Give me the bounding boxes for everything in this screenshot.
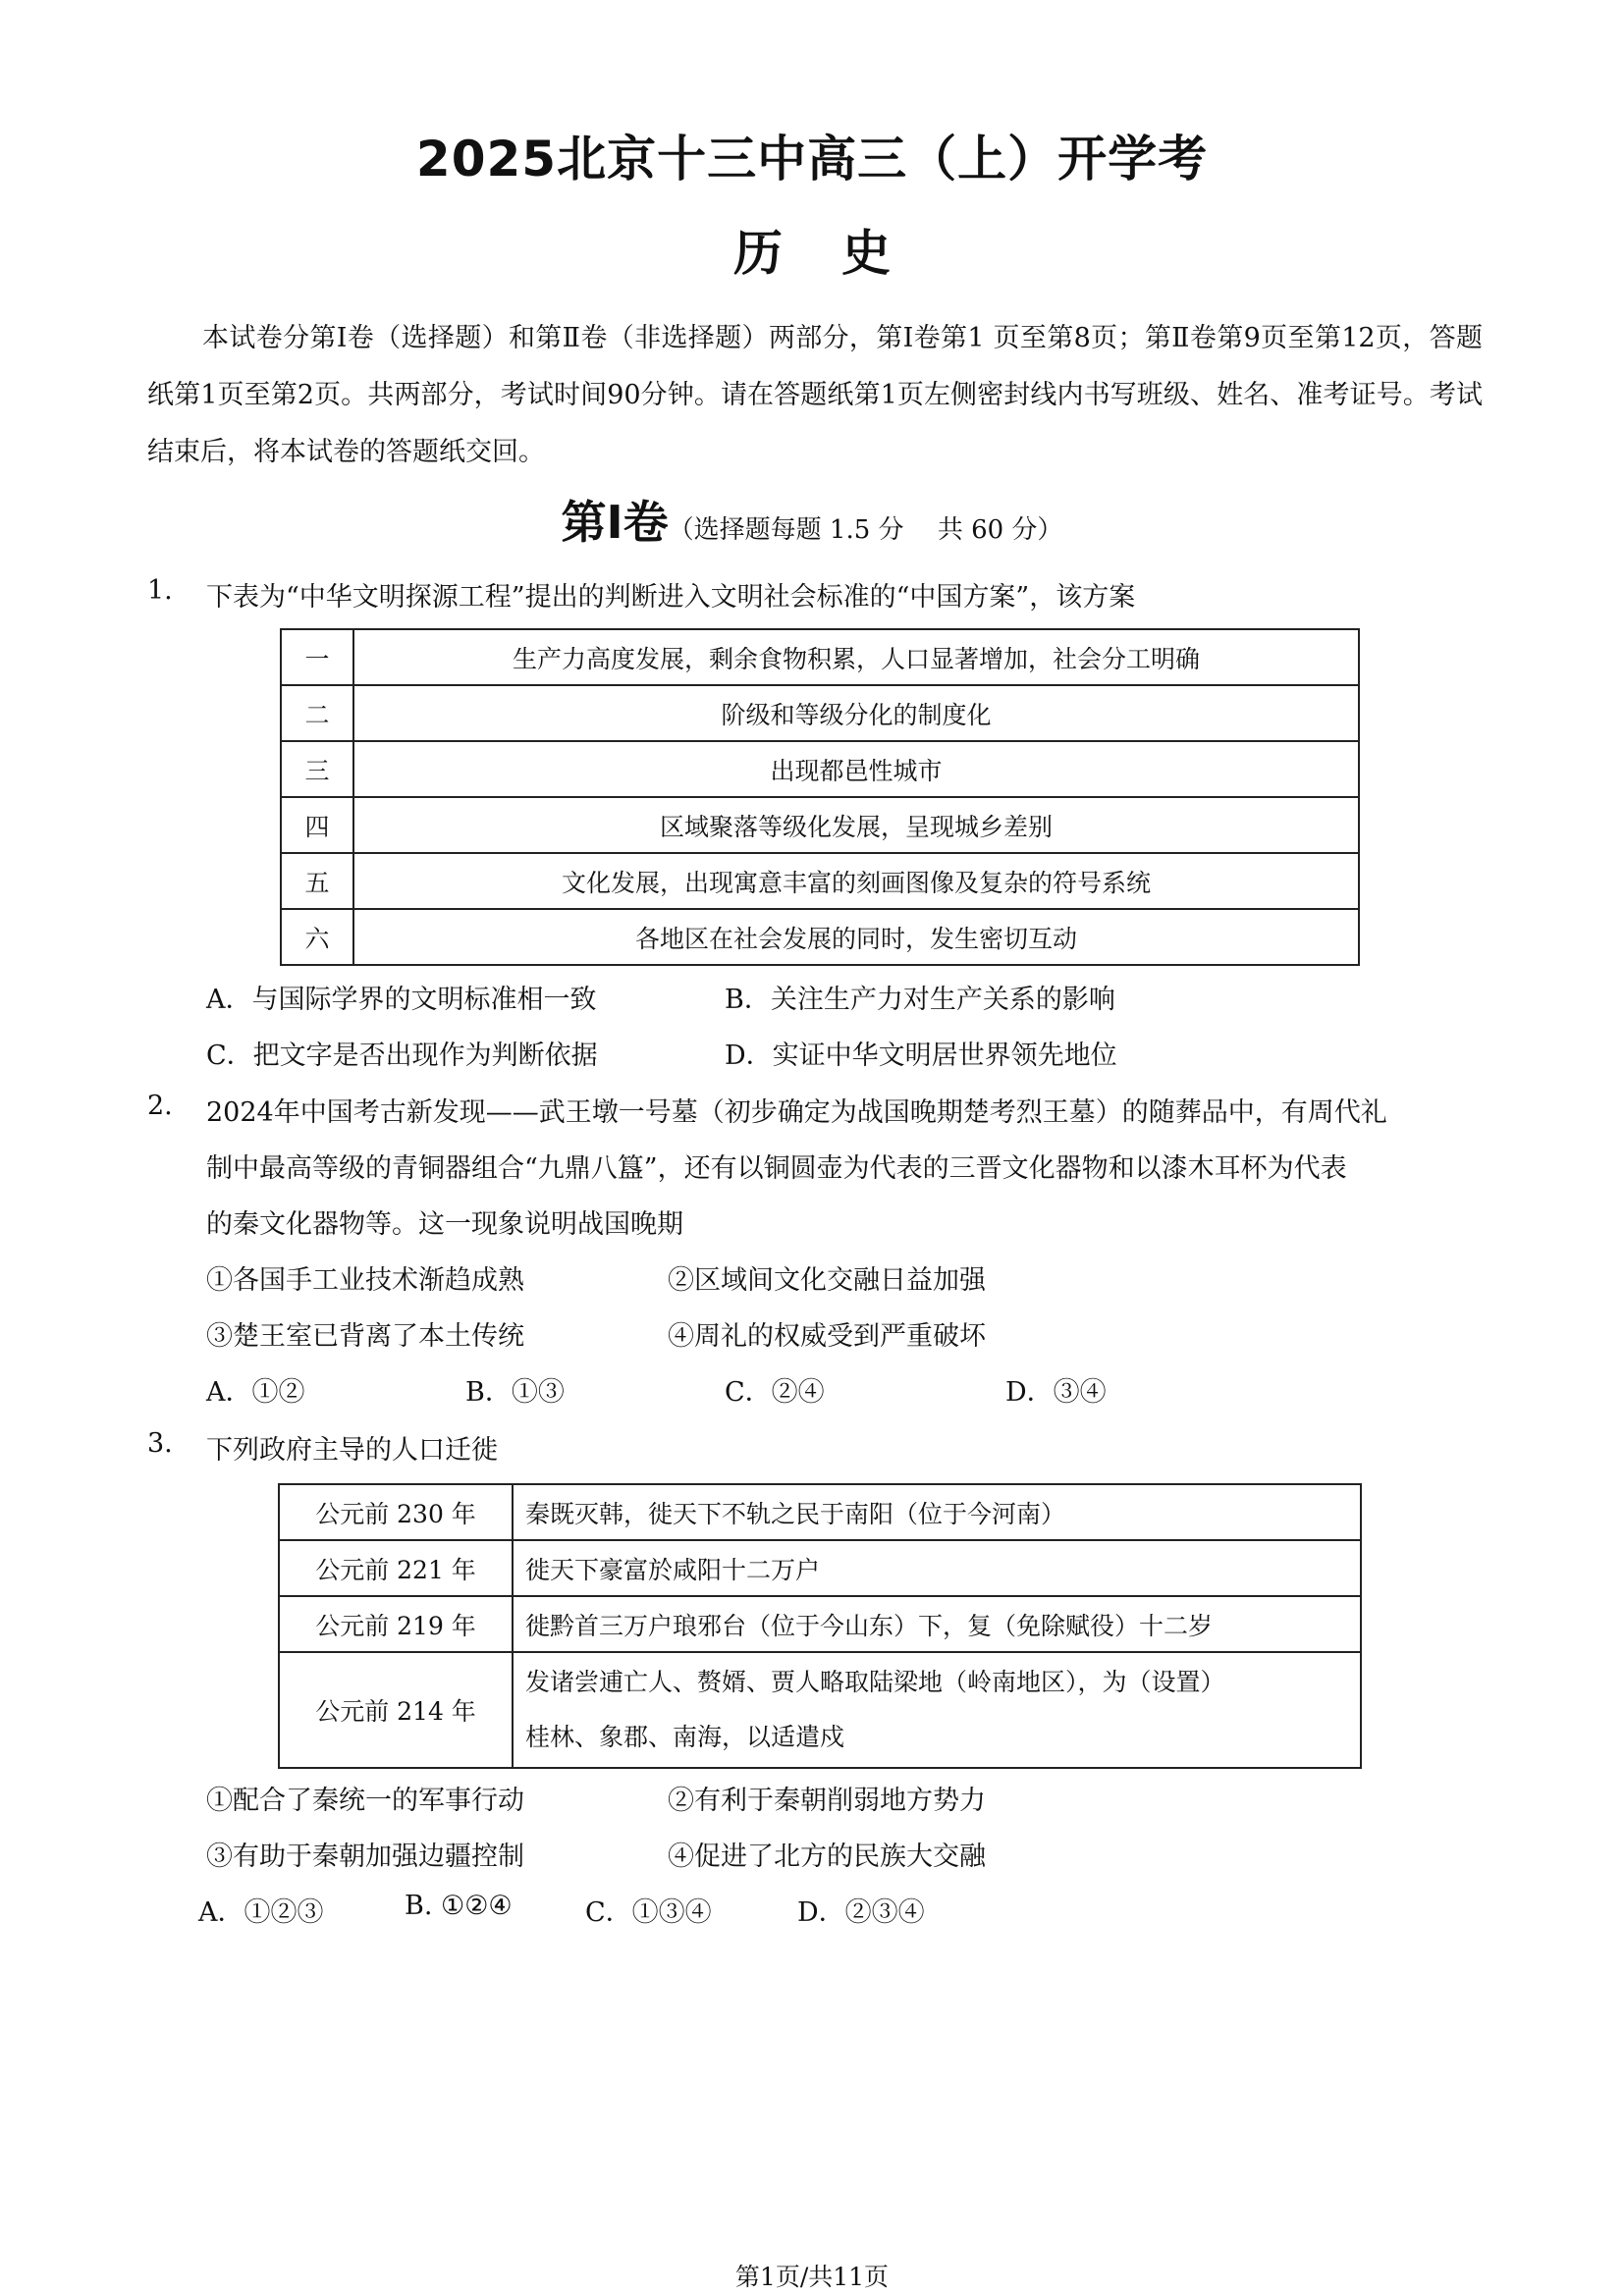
section-note: （选择题每题 1.5 分 共 60 分） — [668, 515, 1063, 545]
exam-instructions: 本试卷分第Ⅰ卷（选择题）和第Ⅱ卷（非选择题）两部分，第Ⅰ卷第1 页至第8页；第Ⅱ卷第9页至第12页，答题纸第1页至第2页。共两部分，考试时间90分钟。请在答题纸第1页左侧密封线内书写班级、姓名、准考证号。考试结束后，将本试卷的答题纸交回。 — [147, 323, 1483, 467]
q3-option-c: C．①③④ — [585, 1897, 712, 1928]
row-text: 区域聚落等级化发展，呈现城乡差别 — [353, 797, 1359, 853]
q3-table — [278, 1483, 1362, 1769]
q1-option-d: D．实证中华文明居世界领先地位 — [725, 1041, 1117, 1071]
row-text: 阶级和等级分化的制度化 — [353, 685, 1359, 741]
row-number: 三 — [281, 741, 353, 797]
table-row — [279, 1596, 1361, 1652]
table-row — [281, 685, 1359, 741]
row-text: 文化发展，出现寓意丰富的刻画图像及复杂的符号系统 — [353, 853, 1359, 909]
row-year: 公元前 219 年 — [279, 1596, 513, 1652]
q2-stem-line3: 的秦文化器物等。这一现象说明战国晚期 — [206, 1209, 683, 1240]
q1-table — [280, 628, 1360, 966]
row-year: 公元前 214 年 — [279, 1652, 513, 1768]
row-number: 二 — [281, 685, 353, 741]
q1-option-a: A．与国际学界的文明标准相一致 — [206, 985, 597, 1015]
row-year: 公元前 230 年 — [279, 1484, 513, 1540]
q3-option-d: D．②③④ — [797, 1897, 925, 1928]
q3-option-a: A．①②③ — [198, 1897, 324, 1928]
row-text: 出现都邑性城市 — [353, 741, 1359, 797]
q3-number: 3. — [147, 1428, 173, 1459]
q3-item-4: ④促进了北方的民族大交融 — [668, 1842, 986, 1872]
q2-option-c: C．②④ — [725, 1377, 825, 1408]
q2-item-1: ①各国手工业技术渐趋成熟 — [206, 1265, 524, 1296]
row-number: 五 — [281, 853, 353, 909]
q3-item-3: ③有助于秦朝加强边疆控制 — [206, 1842, 524, 1872]
q3-item-1: ①配合了秦统一的军事行动 — [206, 1786, 524, 1816]
q2-item-4: ④周礼的权威受到严重破坏 — [668, 1321, 986, 1352]
table-row — [281, 909, 1359, 965]
q1-option-b: B．关注生产力对生产关系的影响 — [725, 985, 1115, 1015]
row-event: 徙黔首三万户琅邪台（位于今山东）下，复（免除赋役）十二岁 — [513, 1596, 1361, 1652]
q3-item-2: ②有利于秦朝削弱地方势力 — [668, 1786, 986, 1816]
row-event: 徙天下豪富於咸阳十二万户 — [513, 1540, 1361, 1596]
q2-item-3: ③楚王室已背离了本土传统 — [206, 1321, 524, 1352]
q2-stem-line2: 制中最高等级的青铜器组合“九鼎八簋”，还有以铜圆壶为代表的三晋文化器物和以漆木耳杯为代表 — [206, 1153, 1347, 1184]
q2-item-2: ②区域间文化交融日益加强 — [668, 1265, 986, 1296]
row-text: 各地区在社会发展的同时，发生密切互动 — [353, 909, 1359, 965]
row-event: 秦既灭韩，徙天下不轨之民于南阳（位于今河南） — [513, 1484, 1361, 1540]
row-year: 公元前 221 年 — [279, 1540, 513, 1596]
q1-stem: 下表为“中华文明探源工程”提出的判断进入文明社会标准的“中国方案”，该方案 — [206, 582, 1136, 613]
table-row — [281, 741, 1359, 797]
row-number: 一 — [281, 629, 353, 685]
q2-option-a: A．①② — [206, 1377, 305, 1408]
row-number: 四 — [281, 797, 353, 853]
q2-number: 2. — [147, 1091, 173, 1121]
q1-number: 1. — [147, 575, 173, 606]
q2-stem-line1: 2024年中国考古新发现——武王墩一号墓（初步确定为战国晚期楚考烈王墓）的随葬品中，有周代礼 — [206, 1097, 1387, 1128]
q1-option-c: C．把文字是否出现作为判断依据 — [206, 1041, 598, 1071]
exam-title: 2025北京十三中高三（上）开学考 — [415, 131, 1209, 187]
q3-stem: 下列政府主导的人口迁徙 — [206, 1435, 498, 1466]
page-footer: 第1页/共11页 — [734, 2263, 890, 2291]
row-event-line2: 桂林、象郡、南海，以适遣戍 — [525, 1723, 845, 1751]
q2-option-b: B．①③ — [465, 1377, 565, 1408]
row-event-line1: 发诸尝逋亡人、赘婿、贾人略取陆梁地（岭南地区），为（设置） — [525, 1668, 1225, 1696]
subject-title: 历史 — [733, 225, 949, 282]
section-label: 第Ⅰ卷 — [561, 496, 669, 549]
table-row — [279, 1540, 1361, 1596]
row-event — [513, 1652, 1361, 1768]
table-row — [281, 797, 1359, 853]
table-row — [279, 1484, 1361, 1540]
q2-option-d: D．③④ — [1005, 1377, 1107, 1408]
q3-option-b: B. ①②④ — [405, 1891, 513, 1921]
table-row — [281, 853, 1359, 909]
row-number: 六 — [281, 909, 353, 965]
row-text: 生产力高度发展，剩余食物积累，人口显著增加，社会分工明确 — [353, 629, 1359, 685]
table-row — [279, 1652, 1361, 1768]
table-row — [281, 629, 1359, 685]
section-heading — [0, 487, 1624, 552]
